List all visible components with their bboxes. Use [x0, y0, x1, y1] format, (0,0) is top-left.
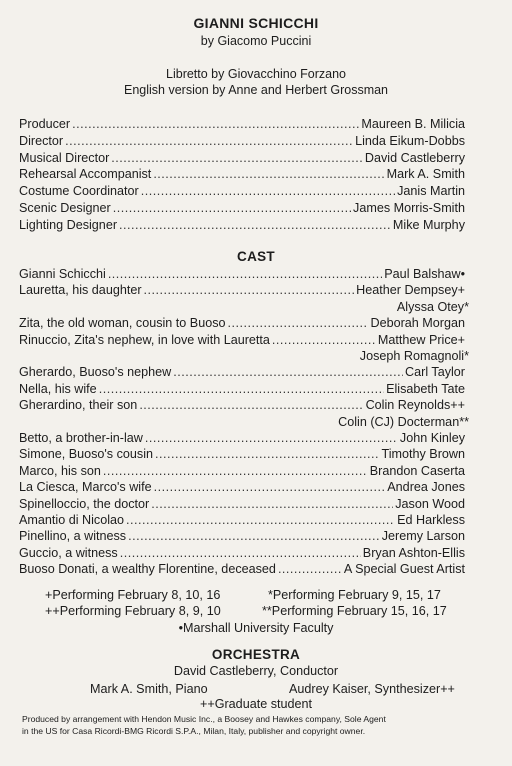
dot-leader — [154, 479, 386, 495]
cast-row — [19, 315, 465, 331]
cast-role: Lauretta, his daughter — [19, 283, 142, 298]
cast-row — [19, 528, 465, 544]
cast-role: Simone, Buoso's cousin — [19, 447, 154, 462]
dot-leader — [72, 116, 359, 132]
performance-note-double-plus: ++Performing February 8, 9, 10 — [45, 604, 221, 618]
cast-role: Marco, his son — [19, 463, 101, 478]
cast-row — [19, 430, 465, 446]
cast-name: Jeremy Larson — [381, 529, 465, 544]
cast-role: Gherardo, Buoso's nephew — [19, 365, 172, 380]
cast-role: Betto, a brother-in-law — [19, 431, 143, 445]
cast-role: Amantio di Nicolao — [19, 513, 124, 527]
dot-leader — [128, 528, 380, 544]
staff-name: David Castleberry — [364, 150, 465, 165]
copyright-footnote-line-2: in the US for Casa Ricordi-BMG Ricordi S.P.A., Milan, Italy, publisher and copyright owner. — [22, 726, 366, 736]
staff-role: Director — [19, 133, 64, 148]
librettist-credit: Libretto by Giovacchino Forzano — [166, 67, 346, 81]
cast-row — [19, 463, 465, 479]
cast-name: A Special Guest Artist — [343, 562, 465, 577]
dot-leader — [153, 166, 384, 182]
cast-heading: CAST — [237, 249, 275, 264]
staff-name: Janis Martin — [397, 184, 465, 199]
cast-role: Rinuccio, Zita's nephew, in love with Lauretta — [19, 332, 270, 347]
staff-role: Lighting Designer — [19, 217, 118, 232]
cast-role: Guccio, a witness — [19, 545, 118, 560]
cast-row — [19, 512, 465, 528]
staff-role: Musical Director — [19, 150, 110, 165]
cast-name: John Kinley — [399, 431, 465, 445]
cast-alternate-performer: Colin (CJ) Docterman** — [338, 414, 469, 429]
dot-leader — [151, 496, 393, 512]
staff-row — [19, 183, 465, 199]
staff-row — [19, 116, 465, 132]
dot-leader — [120, 545, 361, 561]
conductor-credit: David Castleberry, Conductor — [173, 664, 339, 678]
cast-name: Matthew Price+ — [377, 332, 465, 347]
synthesizer-credit: Audrey Kaiser, Synthesizer++ — [289, 682, 455, 696]
staff-name: James Morris-Smith — [353, 201, 465, 215]
cast-row — [19, 282, 465, 298]
staff-role: Rehearsal Accompanist — [19, 167, 152, 182]
cast-role: Buoso Donati, a wealthy Florentine, deceased — [19, 562, 276, 577]
dot-leader — [155, 446, 379, 462]
dot-leader — [113, 200, 351, 216]
cast-name: Brandon Caserta — [369, 463, 465, 478]
dot-leader — [278, 561, 342, 577]
performance-note-double-star: **Performing February 15, 16, 17 — [262, 604, 447, 618]
cast-name: Paul Balshaw• — [384, 267, 465, 281]
staff-name: Mark A. Smith — [386, 167, 465, 182]
staff-role: Costume Coordinator — [19, 184, 139, 199]
dot-leader — [145, 430, 398, 446]
cast-name: Colin Reynolds++ — [365, 398, 465, 413]
dot-leader — [126, 512, 395, 528]
cast-name: Bryan Ashton-Ellis — [362, 545, 465, 560]
dot-leader — [141, 183, 395, 199]
graduate-note: ++Graduate student — [199, 697, 313, 711]
staff-name: Mike Murphy — [392, 217, 465, 232]
cast-role: Spinelloccio, the doctor — [19, 496, 150, 511]
cast-row — [19, 381, 465, 397]
cast-role: Nella, his wife — [19, 381, 97, 396]
staff-row — [19, 150, 465, 166]
staff-row — [19, 217, 465, 233]
english-version-credit: English version by Anne and Herbert Grossman — [123, 83, 389, 97]
cast-role: Pinellino, a witness — [19, 529, 127, 544]
staff-name: Maureen B. Milicia — [361, 117, 465, 131]
performance-note-plus: +Performing February 8, 10, 16 — [45, 588, 221, 602]
cast-alternate-performer: Joseph Romagnoli* — [359, 349, 469, 363]
dot-leader — [108, 266, 382, 282]
cast-row — [19, 446, 465, 462]
dot-leader — [272, 332, 376, 348]
cast-row — [19, 545, 465, 561]
composer-credit: by Giacomo Puccini — [200, 34, 312, 48]
cast-name: Carl Taylor — [405, 365, 465, 380]
cast-role: Zita, the old woman, cousin to Buoso — [19, 316, 226, 331]
staff-row — [19, 200, 465, 216]
cast-name: Ed Harkless — [397, 513, 465, 527]
dot-leader — [119, 217, 391, 233]
cast-row — [19, 561, 465, 577]
cast-name: Elisabeth Tate — [386, 381, 465, 396]
dot-leader — [65, 133, 353, 149]
staff-name: Linda Eikum-Dobbs — [355, 133, 465, 148]
staff-row — [19, 133, 465, 149]
cast-role: La Ciesca, Marco's wife — [19, 480, 152, 495]
copyright-footnote-line-1: Produced by arrangement with Hendon Music Inc., a Boosey and Hawkes company, Sole Agent — [22, 714, 386, 724]
orchestra-heading: ORCHESTRA — [211, 647, 301, 662]
dot-leader — [99, 381, 384, 397]
cast-name: Andrea Jones — [387, 480, 465, 495]
cast-role: Gianni Schicchi — [19, 267, 106, 281]
cast-row — [19, 266, 465, 282]
cast-row — [19, 496, 465, 512]
staff-row — [19, 166, 465, 182]
piano-credit: Mark A. Smith, Piano — [90, 682, 208, 696]
cast-row — [19, 364, 465, 380]
dot-leader — [144, 282, 355, 298]
cast-row — [19, 397, 465, 413]
cast-name: Deborah Morgan — [370, 316, 465, 331]
cast-name: Heather Dempsey+ — [356, 283, 465, 298]
dot-leader — [228, 315, 369, 331]
cast-role: Gherardino, their son — [19, 398, 138, 413]
dot-leader — [111, 150, 363, 166]
cast-row — [19, 332, 465, 348]
cast-alternate-performer: Alyssa Otey* — [396, 299, 469, 314]
performance-note-star: *Performing February 9, 15, 17 — [268, 588, 441, 602]
cast-row — [19, 479, 465, 495]
faculty-note: •Marshall University Faculty — [178, 621, 334, 635]
dot-leader — [103, 463, 368, 479]
cast-name: Timothy Brown — [381, 447, 465, 462]
staff-role: Scenic Designer — [19, 201, 111, 215]
cast-name: Jason Wood — [395, 496, 465, 511]
staff-role: Producer — [19, 117, 71, 131]
dot-leader — [173, 364, 403, 380]
opera-title: GIANNI SCHICCHI — [193, 15, 319, 31]
dot-leader — [139, 397, 363, 413]
